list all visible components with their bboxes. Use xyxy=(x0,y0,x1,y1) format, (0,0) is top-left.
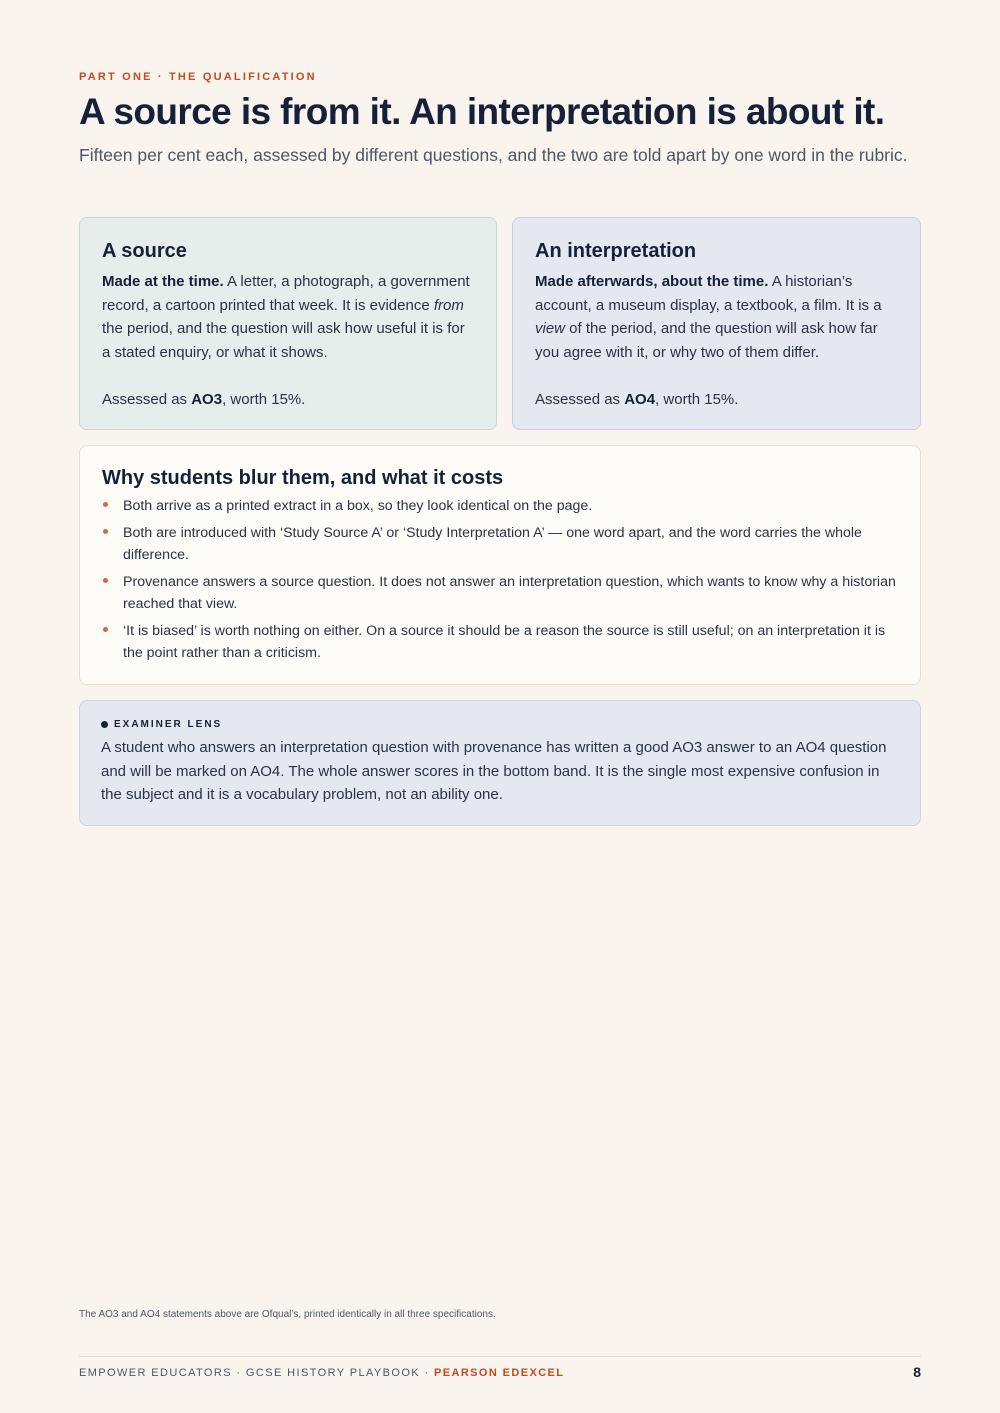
source-card xyxy=(79,217,497,430)
source-card-body xyxy=(102,270,474,364)
blur-card xyxy=(79,445,921,685)
interpretation-card-heading: An interpretation xyxy=(535,240,697,262)
interpretation-card-assessed xyxy=(535,388,898,412)
source-assessed-suffix: , worth 15%. xyxy=(222,390,306,408)
source-card-emphasis: from xyxy=(433,296,464,314)
interpretation-card-text-1: A historian’s account, a museum display, a textbook, a film. It is a xyxy=(535,273,882,314)
footer-title-text: EMPOWER EDUCATORS · GCSE HISTORY PLAYBOOK · xyxy=(79,1367,434,1379)
page-subtitle: Fifteen per cent each, assessed by different questions, and the two are told apart by one word in the rubric. xyxy=(79,145,908,165)
bullet-dot-icon xyxy=(103,529,108,534)
source-assessed-code: AO3 xyxy=(191,390,223,408)
blur-card-heading: Why students blur them, and what it costs xyxy=(102,467,504,489)
bullet-dot-icon xyxy=(103,578,108,583)
bullet-text: ‘It is biased’ is worth nothing on either. On a source it should be a reason the source is still useful; on an interpretation it is the point rather than a criticism. xyxy=(123,623,886,661)
bullet-text: Both arrive as a printed extract in a box, so they look identical on the page. xyxy=(123,498,593,514)
examiner-lens-text: A student who answers an interpretation question with provenance has written a good AO3 answer to an AO4 question and will be marked on AO4. The whole answer scores in the bottom band. It is the single most expensive confusion in the subject and it is a vocabulary problem, not an ability one. xyxy=(101,739,887,803)
source-card-text-1: A letter, a photograph, a government record, a cartoon printed that week. It is evidence xyxy=(102,273,470,314)
footer-running-title xyxy=(79,1367,564,1379)
footnote: The AO3 and AO4 statements above are Ofqual’s, printed identically in all three specifications. xyxy=(79,1309,496,1320)
bullet-item xyxy=(102,495,898,517)
bullet-dot-icon xyxy=(103,627,108,632)
bullet-text: Both are introduced with ‘Study Source A’ or ‘Study Interpretation A’ — one word apart, and the word carries the whole difference. xyxy=(123,525,862,563)
section-eyebrow: PART ONE · THE QUALIFICATION xyxy=(79,71,317,83)
examiner-lens-label xyxy=(101,719,899,730)
source-card-heading: A source xyxy=(102,240,187,262)
interp-assessed-code: AO4 xyxy=(624,390,656,408)
source-card-assessed xyxy=(102,388,474,412)
interp-assessed-suffix: , worth 15%. xyxy=(655,390,739,408)
interpretation-card-emphasis: view xyxy=(535,320,566,337)
source-assessed-prefix: Assessed as xyxy=(102,390,192,408)
footer-divider xyxy=(79,1356,921,1357)
bullet-text: Provenance answers a source question. It does not answer an interpretation question, which wants to know why a historian reached that view. xyxy=(123,574,896,612)
interp-assessed-prefix: Assessed as xyxy=(535,390,625,408)
interpretation-card-text-2: of the period, and the question will ask how far you agree with it, or why two of them differ. xyxy=(535,320,878,361)
bullet-dot-icon xyxy=(101,721,108,728)
footer-brand: PEARSON EDEXCEL xyxy=(434,1367,565,1379)
examiner-lens-label-text: EXAMINER LENS xyxy=(114,719,223,730)
bullet-item xyxy=(102,571,898,615)
source-card-lead: Made at the time. xyxy=(102,273,224,290)
page-title: A source is from it. An interpretation is about it. xyxy=(79,91,885,132)
interpretation-card-lead: Made afterwards, about the time. xyxy=(535,273,769,290)
blur-card-bullets xyxy=(102,495,898,664)
bullet-dot-icon xyxy=(103,502,108,507)
bullet-item xyxy=(102,522,898,566)
source-card-text-2: the period, and the question will ask how useful it is for a stated enquiry, or what it shows. xyxy=(102,320,465,361)
examiner-lens-card xyxy=(79,700,921,826)
interpretation-card xyxy=(512,217,921,430)
bullet-item xyxy=(102,620,898,664)
page-number: 8 xyxy=(913,1364,921,1380)
interpretation-card-body xyxy=(535,270,898,364)
